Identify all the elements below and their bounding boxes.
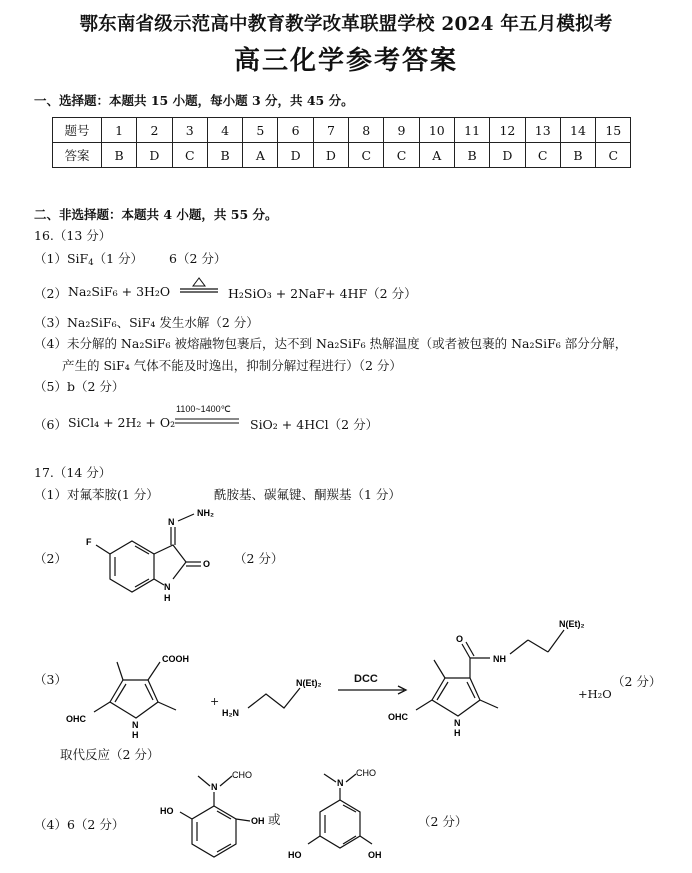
answer-cell: D — [313, 143, 348, 168]
q16-p2-lhs: Na₂SiF₆ + 3H₂O — [68, 284, 171, 299]
question-number: 4 — [207, 118, 242, 143]
question-number: 14 — [560, 118, 595, 143]
q17-p4-or: 或 — [268, 812, 281, 827]
isomer1-oh-label: OH — [251, 816, 265, 826]
row-label-answer: 答案 — [53, 143, 102, 168]
answer-cell: A — [419, 143, 454, 168]
q17-p2-label: （2） — [34, 551, 67, 566]
product-ohc-label: OHC — [388, 712, 408, 722]
answer-cell: B — [102, 143, 137, 168]
answer-cell: D — [278, 143, 313, 168]
answer-cell: D — [137, 143, 172, 168]
q16-p6-rhs: SiO₂ + 4HCl（2 分） — [250, 417, 379, 432]
q17-p2-score: （2 分） — [234, 551, 284, 566]
answer-cell: C — [384, 143, 419, 168]
water-byproduct: +H₂O — [578, 687, 612, 701]
q16-part1 — [34, 249, 226, 267]
question-number: 12 — [490, 118, 525, 143]
q17-p3-score: （2 分） — [612, 674, 662, 689]
question-number-row — [53, 118, 631, 143]
section1-title: 一、选择题：本题共 15 小题，每小题 3 分，共 45 分。 — [34, 93, 354, 108]
product-structure — [386, 612, 616, 742]
q16-p6-lhs: SiCl₄ + 2H₂ + O₂ — [68, 415, 176, 430]
row-label-question: 题号 — [53, 118, 102, 143]
amine-structure — [218, 664, 338, 724]
isomer1-ho-label: HO — [160, 806, 174, 816]
isomer-structure-2 — [284, 768, 394, 868]
exam-title: 鄂东南省级示范高中教育教学改革联盟学校 2024 年五月模拟考 — [79, 14, 613, 35]
product-h-label: H — [454, 728, 461, 738]
isomer1-n-label: N — [211, 782, 218, 792]
q17-p4-score: （2 分） — [418, 814, 468, 829]
q16-p1-formula: （1）SiF — [34, 251, 89, 266]
isomer2-oh-label: OH — [368, 850, 382, 860]
amide-o-label: O — [456, 634, 464, 644]
question-number: 11 — [454, 118, 489, 143]
question-number: 3 — [172, 118, 207, 143]
q17-part1-b: 酰胺基、碳氟键、酮羰基（1 分） — [214, 487, 401, 502]
answer-table — [52, 117, 631, 168]
answer-cell: A — [243, 143, 278, 168]
question-number: 7 — [313, 118, 348, 143]
q16-p2-label: （2） — [34, 286, 67, 301]
q17-p2-structure — [60, 505, 230, 605]
ohc-label: OHC — [66, 714, 86, 724]
q17-part4: （4）6（2 分） — [34, 817, 125, 832]
fluorine-label: F — [86, 537, 92, 547]
question-number: 2 — [137, 118, 172, 143]
question-number: 15 — [596, 118, 631, 143]
question-number: 10 — [419, 118, 454, 143]
q16-part3: （3）Na₂SiF₆、SiF₄ 发生水解（2 分） — [34, 315, 259, 330]
q16-part4-line2: 产生的 SiF₄ 气体不能及时逸出，抑制分解过程进行）（2 分） — [62, 358, 402, 373]
q17-p3-reaction-type: 取代反应（2 分） — [60, 747, 160, 762]
ring-h-label: H — [164, 593, 171, 603]
section2-title: 二、非选择题：本题共 4 小题，共 55 分。 — [34, 207, 278, 222]
question-number: 1 — [102, 118, 137, 143]
pyrrole-n-label: N — [132, 720, 139, 730]
q16-part5: （5）b（2 分） — [34, 379, 125, 394]
q16-part4-line1: （4）未分解的 Na₂SiF₆ 被熔融物包裹后，达不到 Na₂SiF₆ 热解温度（或者被包裹的 Na₂SiF₆ 部分分解， — [34, 336, 628, 351]
answer-row — [53, 143, 631, 168]
carbonyl-o-label: O — [203, 559, 211, 569]
question-number: 5 — [243, 118, 278, 143]
question-number: 6 — [278, 118, 313, 143]
q16-p6-condition: 1100~1400℃ — [176, 404, 231, 414]
answer-cell: C — [349, 143, 384, 168]
answer-cell: C — [596, 143, 631, 168]
net2-label: N(Et)₂ — [296, 678, 322, 688]
q16-p1-answer2: 6（2 分） — [169, 251, 227, 266]
nh2-label: NH₂ — [197, 508, 214, 518]
product-n-label: N — [454, 718, 461, 728]
isomer2-n-label: N — [337, 778, 344, 788]
q17-p3-label: （3） — [34, 672, 67, 687]
q17-part1-a: （1）对氟苯胺(1 分） — [34, 487, 159, 502]
imine-n-label: N — [168, 517, 175, 527]
h2n-label: H₂N — [222, 708, 239, 718]
question-number: 13 — [525, 118, 560, 143]
answer-cell: C — [172, 143, 207, 168]
pyrrole-h-label: H — [132, 730, 139, 740]
answer-cell: C — [525, 143, 560, 168]
question-number: 8 — [349, 118, 384, 143]
ring-n-label: N — [164, 582, 171, 592]
q16-p1-sub: 4 — [88, 258, 94, 268]
amide-nh-label: NH — [493, 654, 506, 664]
answer-cell: D — [490, 143, 525, 168]
answer-cell: B — [207, 143, 242, 168]
pyrrole-acid-structure — [60, 640, 200, 740]
product-net2-label: N(Et)₂ — [559, 619, 585, 629]
question-number: 9 — [384, 118, 419, 143]
q16-p1-score: （1 分） — [93, 251, 144, 266]
q16-p2-rhs: H₂SiO₃ + 2NaF+ 4HF（2 分） — [228, 286, 417, 301]
cooh-label: COOH — [162, 654, 189, 664]
answer-cell: B — [560, 143, 595, 168]
isomer1-cho-label: CHO — [232, 770, 252, 780]
heat-arrow-icon — [178, 276, 220, 298]
equals-sign-icon — [174, 416, 240, 426]
plus-sign: + — [210, 695, 220, 708]
answer-key-title: 高三化学参考答案 — [233, 46, 458, 76]
isomer2-cho-label: CHO — [356, 768, 376, 778]
reagent-dcc: DCC — [354, 673, 378, 685]
q16-heading: 16.（13 分） — [34, 228, 112, 243]
q17-heading: 17.（14 分） — [34, 465, 112, 480]
isomer2-ho-label: HO — [288, 850, 302, 860]
answer-cell: B — [454, 143, 489, 168]
q16-p6-label: （6） — [34, 417, 67, 432]
